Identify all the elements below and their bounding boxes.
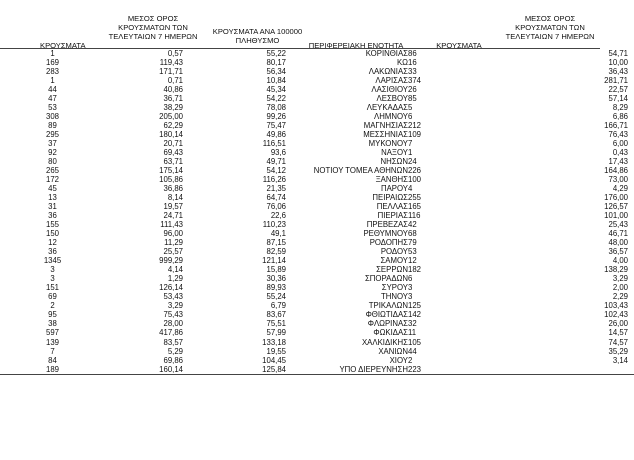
cases-left-cell: 1345: [43, 256, 62, 266]
region-cell: ΠΕΛΛΑΣ: [376, 202, 408, 212]
per100k-cell: 78,08: [266, 103, 286, 113]
cases-left-cell: 139: [45, 337, 59, 347]
avg-left-cell: 19,57: [163, 202, 183, 212]
avg-left-cell: 96,00: [163, 229, 183, 239]
avg-left-cell: 69,43: [163, 148, 183, 158]
avg-left-cell: 119,43: [159, 58, 183, 68]
per100k-cell: 57,99: [266, 328, 286, 338]
avg-left-cell: 40,86: [163, 85, 183, 95]
cases-right-cell: 2: [408, 355, 413, 365]
table-row: [0, 211, 634, 220]
avg-right-cell: 36,43: [608, 67, 628, 77]
per100k-cell: 75,47: [266, 121, 286, 131]
cases-right-cell: 11: [408, 328, 417, 338]
avg-left-cell: 105,86: [159, 175, 183, 185]
avg-right-cell: 3,29: [612, 274, 628, 284]
avg-right-cell: 57,14: [608, 94, 628, 104]
avg-right-cell: 17,43: [608, 157, 628, 167]
per100k-cell: 110,23: [262, 220, 286, 230]
avg-right-cell: 138,29: [604, 265, 628, 275]
cases-right-cell: 68: [408, 229, 417, 239]
region-cell: ΜΕΣΣΗΝΙΑΣ: [363, 130, 408, 140]
cases-right-cell: 105: [408, 337, 422, 347]
cases-left-cell: 37: [48, 139, 57, 149]
table-row: [0, 139, 634, 148]
table-row: [0, 229, 634, 238]
cases-right-cell: 24: [408, 157, 417, 167]
per100k-cell: 45,34: [266, 85, 286, 95]
region-cell: ΠΕΙΡΑΙΩΣ: [372, 193, 408, 203]
region-cell: ΤΗΝΟΥ: [380, 292, 408, 302]
cases-left-cell: 12: [48, 238, 57, 248]
cases-right-cell: 116: [408, 211, 421, 221]
table-row: [0, 85, 634, 94]
cases-right-cell: 374: [408, 76, 422, 86]
avg-left-cell: 999,29: [159, 256, 183, 266]
avg-left-cell: 0,71: [167, 76, 183, 86]
region-cell: ΛΕΥΚΑΔΑΣ: [366, 103, 408, 113]
cases-left-cell: 84: [48, 355, 57, 365]
per100k-cell: 87,15: [266, 238, 286, 248]
table-row: [0, 356, 634, 365]
cases-right-cell: 44: [408, 346, 417, 356]
table-row: [0, 112, 634, 121]
table-row: [0, 121, 634, 130]
region-cell: ΝΟΤΙΟΥ ΤΟΜΕΑ ΑΘΗΝΩΝ: [313, 166, 408, 176]
per100k-cell: 15,89: [266, 265, 286, 275]
avg-left-cell: 75,43: [163, 310, 183, 320]
per100k-cell: 133,18: [262, 337, 286, 347]
cases-right-cell: 100: [408, 175, 422, 185]
avg-right-cell: 3,14: [612, 355, 628, 365]
table-row: [0, 319, 634, 328]
header-avg-left: ΜΕΣΟΣ ΟΡΟΣ ΚΡΟΥΣΜΑΤΩΝ ΤΩΝ ΤΕΛΕΥΤΑΙΩΝ 7 ΗΜΕΡΩΝ: [108, 14, 198, 41]
avg-right-cell: 4,00: [612, 256, 628, 266]
avg-left-cell: 36,86: [163, 184, 183, 194]
avg-right-cell: 281,71: [604, 76, 628, 86]
per100k-cell: 82,59: [266, 247, 286, 257]
avg-left-cell: 175,14: [159, 166, 183, 176]
cases-left-cell: 44: [48, 85, 57, 95]
header-region: ΠΕΡΙΦΕΡΕΙΑΚΗ ΕΝΟΤΗΤΑ: [308, 41, 404, 50]
cases-right-cell: 109: [408, 130, 422, 140]
cases-left-cell: 1: [50, 49, 55, 58]
region-cell: ΧΙΟΥ: [389, 355, 408, 365]
region-cell: ΦΩΚΙΔΑΣ: [373, 328, 408, 338]
table-row: [0, 265, 634, 274]
cases-left-cell: 3: [50, 274, 55, 284]
per100k-cell: 104,45: [262, 355, 286, 365]
avg-left-cell: 38,29: [163, 103, 183, 113]
region-cell: ΡΕΘΥΜΝΟΥ: [363, 229, 408, 239]
region-cell: ΠΡΕΒΕΖΑΣ: [366, 220, 408, 230]
per100k-cell: 55,24: [266, 292, 286, 302]
cases-right-cell: 1: [408, 148, 413, 158]
avg-left-cell: 5,29: [167, 346, 183, 356]
per100k-cell: 80,17: [266, 58, 286, 68]
region-cell: ΡΟΔΟΠΗΣ: [369, 238, 408, 248]
per100k-cell: 22,6: [270, 211, 286, 221]
region-cell: ΧΑΝΙΩΝ: [378, 346, 408, 356]
header-per100k: ΚΡΟΥΣΜΑΤΑ ΑΝΑ 100000 ΠΛΗΘΥΣΜΟ: [212, 27, 303, 45]
cases-left-cell: 13: [48, 193, 57, 203]
table-row: [0, 247, 634, 256]
avg-right-cell: 4,29: [612, 184, 628, 194]
cases-left-cell: 38: [48, 319, 57, 329]
region-cell: ΝΗΣΩΝ: [380, 157, 408, 167]
avg-left-cell: 63,71: [163, 157, 183, 167]
region-cell: ΜΥΚΟΝΟΥ: [368, 139, 408, 149]
cases-left-cell: 189: [0, 365, 133, 375]
cases-left-cell: 265: [45, 166, 59, 176]
per100k-cell: 6,79: [270, 301, 286, 311]
cases-right-cell: 16: [408, 58, 417, 68]
region-cell: ΤΡΙΚΑΛΩΝ: [368, 301, 408, 311]
per100k-cell: 83,67: [266, 310, 286, 320]
cases-right-cell: 3: [408, 283, 413, 293]
per100k-cell: 116,51: [262, 139, 286, 149]
avg-right-cell: 6,00: [612, 139, 628, 149]
avg-right-cell: 74,57: [608, 337, 628, 347]
region-cell: ΣΥΡΟΥ: [381, 283, 408, 293]
avg-left-cell: 69,86: [163, 355, 183, 365]
cases-left-cell: 151: [45, 283, 59, 293]
avg-right-cell: 103,43: [604, 301, 628, 311]
avg-left-cell: 1,29: [167, 274, 183, 284]
avg-left-cell: 417,86: [159, 328, 183, 338]
cases-right-cell: 6: [408, 274, 413, 284]
avg-right-cell: 0,43: [612, 148, 628, 158]
table-row: [0, 58, 634, 67]
table-row: [0, 94, 634, 103]
avg-right-cell: [470, 365, 634, 375]
per100k-cell: 56,34: [266, 67, 286, 77]
region-cell: ΚΟΡΙΝΘΙΑΣ: [365, 49, 408, 58]
region-cell: ΛΕΣΒΟΥ: [376, 94, 408, 104]
region-cell: ΣΑΜΟΥ: [380, 256, 408, 266]
cases-left-cell: 89: [48, 121, 57, 131]
cases-right-cell: 79: [408, 238, 417, 248]
cases-left-cell: 47: [48, 94, 57, 104]
table-row: [0, 338, 634, 347]
cases-right-cell: 26: [408, 85, 417, 95]
avg-right-cell: 22,57: [608, 85, 628, 95]
cases-left-cell: 597: [45, 328, 59, 338]
avg-left-cell: 4,14: [167, 265, 183, 275]
cases-table: [0, 49, 634, 375]
table-row: [0, 283, 634, 292]
per100k-cell: 64,74: [266, 193, 286, 203]
cases-right-cell: 7: [408, 139, 413, 149]
cases-left-cell: 283: [45, 67, 59, 77]
avg-left-cell: 126,14: [159, 283, 183, 293]
table-row: [0, 292, 634, 301]
table-row: [0, 238, 634, 247]
avg-left-cell: 25,57: [163, 247, 183, 257]
avg-left-cell: 53,43: [163, 292, 183, 302]
table-row: [0, 175, 634, 184]
per100k-cell: 75,51: [266, 319, 286, 329]
per100k-cell: 49,86: [266, 130, 286, 140]
avg-right-cell: 166,71: [604, 121, 628, 131]
per100k-cell: 76,06: [266, 202, 286, 212]
avg-right-cell: 126,57: [604, 202, 628, 212]
table-row: [0, 301, 634, 310]
table-row: [0, 310, 634, 319]
avg-right-cell: 25,43: [608, 220, 628, 230]
cases-right-cell: 42: [408, 220, 417, 230]
cases-right-cell: 142: [408, 310, 422, 320]
cases-right-cell: 212: [408, 121, 422, 131]
cases-left-cell: 150: [45, 229, 59, 239]
per100k-cell: 54,22: [266, 94, 286, 104]
cases-right-cell: 226: [408, 166, 422, 176]
avg-right-cell: 102,43: [604, 310, 628, 320]
table-row: [0, 193, 634, 202]
avg-right-cell: 26,00: [608, 319, 628, 329]
region-cell: ΝΑΞΟΥ: [381, 148, 408, 158]
table-row: [0, 256, 634, 265]
cases-right-cell: 53: [408, 247, 417, 257]
avg-left-cell: 24,71: [163, 211, 183, 221]
header-avg-right: ΜΕΣΟΣ ΟΡΟΣ ΚΡΟΥΣΜΑΤΩΝ ΤΩΝ ΤΕΛΕΥΤΑΙΩΝ 7 ΗΜΕΡΩΝ: [505, 14, 595, 41]
per100k-cell: 55,22: [266, 49, 286, 58]
region-cell: ΚΩ: [396, 58, 408, 68]
avg-left-cell: 62,29: [163, 121, 183, 131]
per100k-cell: 49,71: [266, 157, 286, 167]
per100k-cell: 116,26: [262, 175, 286, 185]
cases-left-cell: 31: [48, 202, 57, 212]
table-row: [0, 328, 634, 337]
avg-left-cell: 111,43: [160, 220, 183, 230]
avg-left-cell: 8,14: [167, 193, 183, 203]
region-cell: ΧΑΛΚΙΔΙΚΗΣ: [361, 337, 408, 347]
cases-right-cell: 4: [408, 184, 413, 194]
avg-right-cell: 10,00: [608, 58, 628, 68]
cases-right-cell: 33: [408, 67, 417, 77]
avg-right-cell: 36,57: [608, 247, 628, 257]
table-row: [0, 148, 634, 157]
avg-left-cell: 171,71: [159, 67, 183, 77]
region-cell: ΦΛΩΡΙΝΑΣ: [367, 319, 408, 329]
avg-left-cell: 83,57: [163, 337, 183, 347]
cases-left-cell: 308: [45, 112, 59, 122]
cases-right-cell: 12: [408, 256, 417, 266]
avg-right-cell: 35,29: [608, 346, 628, 356]
table-row: [0, 166, 634, 175]
per100k-cell: 54,12: [266, 166, 286, 176]
region-cell: ΛΑΣΙΘΙΟΥ: [371, 85, 408, 95]
cases-left-cell: 36: [48, 211, 57, 221]
avg-right-cell: 2,00: [612, 283, 628, 293]
region-cell: ΥΠΟ ΔΙΕΡΕΥΝΗΣΗ: [286, 365, 408, 375]
avg-left-cell: 205,00: [159, 112, 183, 122]
cases-left-cell: 45: [48, 184, 57, 194]
cases-right-cell: 223: [408, 365, 470, 375]
region-cell: ΣΕΡΡΩΝ: [376, 265, 408, 275]
avg-left-cell: 36,71: [163, 94, 183, 104]
avg-right-cell: 48,00: [608, 238, 628, 248]
cases-left-cell: 95: [48, 310, 57, 320]
cases-left-cell: 36: [48, 247, 57, 257]
per100k-cell: 19,55: [266, 346, 286, 356]
avg-left-cell: 180,14: [159, 130, 183, 140]
avg-right-cell: 101,00: [604, 211, 628, 221]
table-row: [0, 220, 634, 229]
avg-left-cell: 11,29: [164, 238, 183, 248]
table-row: [0, 103, 634, 112]
per100k-cell: 21,35: [266, 184, 286, 194]
region-cell: ΠΑΡΟΥ: [380, 184, 408, 194]
region-cell: ΠΙΕΡΙΑΣ: [377, 211, 408, 221]
per100k-cell: 93,6: [270, 148, 286, 158]
region-cell: ΛΑΚΩΝΙΑΣ: [368, 67, 408, 77]
per100k-cell: 99,26: [266, 112, 286, 122]
avg-right-cell: 46,71: [608, 229, 628, 239]
table-row: [0, 76, 634, 85]
cases-left-cell: 3: [50, 265, 55, 275]
cases-right-cell: 3: [408, 292, 413, 302]
cases-left-cell: 1: [50, 76, 55, 86]
table-row: [0, 274, 634, 283]
region-cell: ΡΟΔΟΥ: [380, 247, 408, 257]
table-row: [0, 184, 634, 193]
avg-left-cell: 28,00: [163, 319, 183, 329]
cases-left-cell: 7: [50, 346, 55, 356]
cases-left-cell: 53: [48, 103, 57, 113]
avg-right-cell: 2,29: [612, 292, 628, 302]
table-row: [0, 67, 634, 76]
per100k-cell: 121,14: [262, 256, 286, 266]
header-cases-right: ΚΡΟΥΣΜΑΤΑ: [436, 41, 482, 50]
cases-right-cell: 86: [408, 49, 417, 58]
cases-right-cell: 32: [408, 319, 417, 329]
cases-left-cell: 92: [48, 148, 57, 158]
cases-right-cell: 6: [408, 112, 413, 122]
cases-left-cell: 69: [48, 292, 57, 302]
avg-right-cell: 14,57: [608, 328, 628, 338]
avg-left-cell: 0,57: [167, 49, 183, 58]
header-cases-left: ΚΡΟΥΣΜΑΤΑ: [40, 41, 86, 50]
cases-right-cell: 125: [408, 301, 422, 311]
cases-right-cell: 5: [408, 103, 413, 113]
per100k-cell: 89,93: [266, 283, 286, 293]
region-cell: ΜΑΓΝΗΣΙΑΣ: [363, 121, 408, 131]
cases-left-cell: 155: [45, 220, 59, 230]
cases-right-cell: 255: [408, 193, 422, 203]
region-cell: ΛΗΜΝΟΥ: [374, 112, 408, 122]
region-cell: ΦΘΙΩΤΙΔΑΣ: [365, 310, 408, 320]
avg-right-cell: 164,86: [604, 166, 628, 176]
avg-left-cell: 3,29: [167, 301, 183, 311]
cases-right-cell: 85: [408, 94, 417, 104]
avg-right-cell: 76,43: [608, 130, 628, 140]
cases-left-cell: 295: [45, 130, 59, 140]
avg-left-cell: 160,14: [133, 365, 183, 375]
per100k-cell: 125,84: [183, 365, 286, 375]
avg-left-cell: 20,71: [163, 139, 183, 149]
table-row: [0, 130, 634, 139]
region-cell: ΛΑΡΙΣΑΣ: [375, 76, 408, 86]
cases-left-cell: 172: [45, 175, 59, 185]
region-cell: ΣΠΟΡΑΔΩΝ: [364, 274, 408, 284]
per100k-cell: 10,84: [266, 76, 286, 86]
region-cell: ΞΑΝΘΗΣ: [375, 175, 408, 185]
table-row: [0, 347, 634, 356]
avg-right-cell: 73,00: [608, 175, 628, 185]
cases-right-cell: 182: [408, 265, 422, 275]
cases-right-cell: 165: [408, 202, 422, 212]
per100k-cell: 30,36: [266, 274, 286, 284]
table-row: [0, 365, 634, 375]
avg-right-cell: 54,71: [608, 49, 628, 58]
avg-right-cell: 6,86: [612, 112, 628, 122]
cases-left-cell: 80: [48, 157, 57, 167]
table-row: [0, 49, 634, 58]
table-row: [0, 202, 634, 211]
per100k-cell: 49,1: [270, 229, 286, 239]
avg-right-cell: 8,29: [612, 103, 628, 113]
cases-left-cell: 2: [50, 301, 55, 311]
avg-right-cell: 176,00: [604, 193, 628, 203]
cases-left-cell: 169: [45, 58, 59, 68]
table-row: [0, 157, 634, 166]
